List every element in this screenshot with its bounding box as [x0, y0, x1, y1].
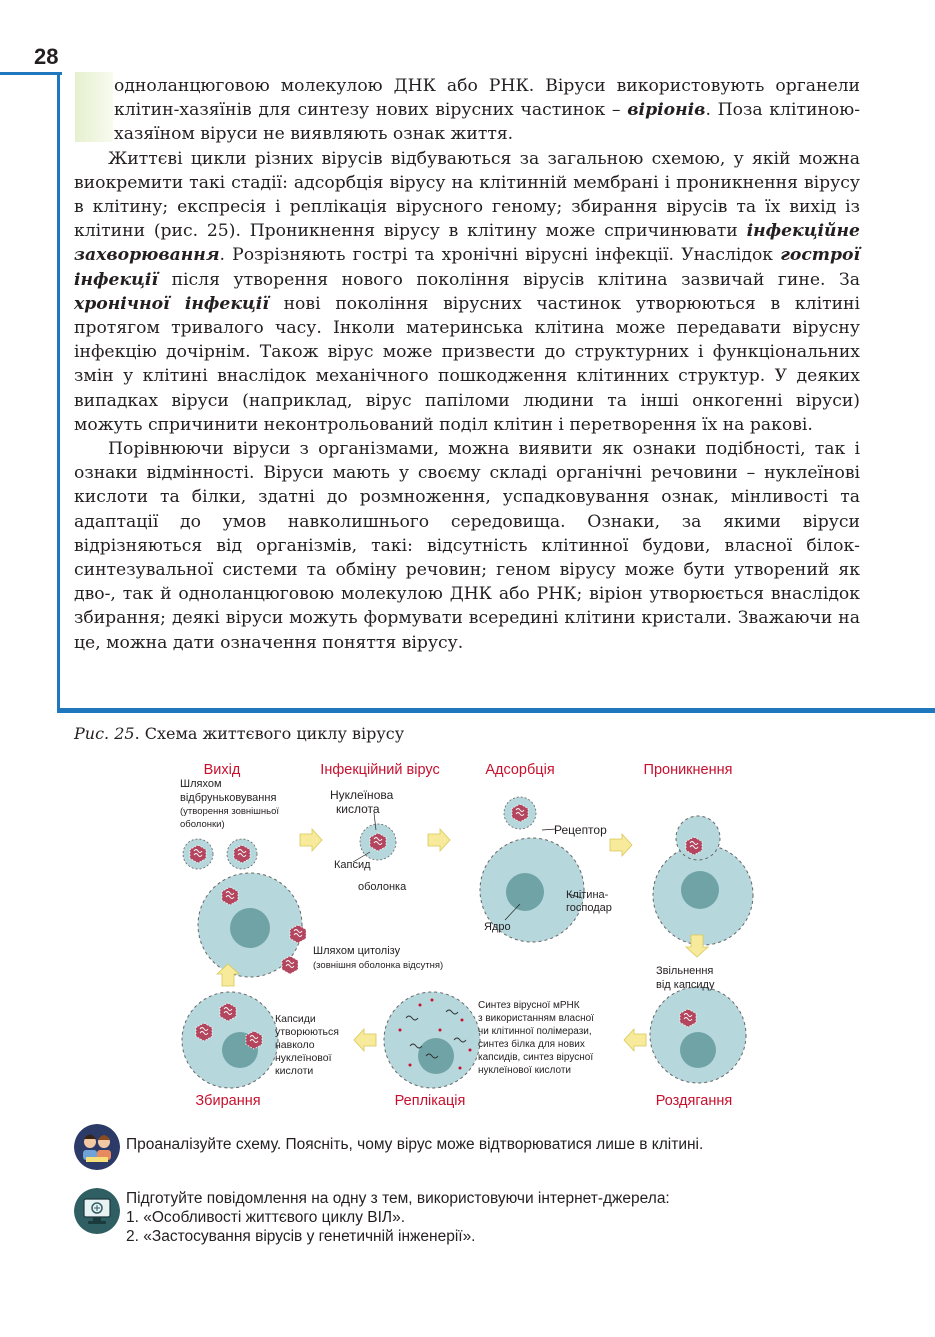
arrow-virus-to-adsorption	[428, 829, 450, 851]
title-uncoating: Роздягання	[655, 1093, 733, 1109]
exit-cell	[183, 839, 306, 977]
arrow-adsorption-to-penetration	[610, 834, 632, 856]
svg-text:Клітина-: Клітина-	[566, 889, 609, 901]
uncoating-cell	[650, 987, 746, 1083]
assembly-label	[275, 1013, 339, 1077]
svg-text:оболонка: оболонка	[358, 881, 407, 893]
frame-bottom-rule	[57, 708, 935, 713]
arrow-uncoating-to-replication	[624, 1029, 646, 1051]
synthesis-label	[478, 1000, 594, 1076]
title-exit: Вихід	[203, 762, 241, 778]
title-assembly: Збирання	[195, 1093, 261, 1109]
frame-left-rule	[57, 72, 60, 712]
title-penetration: Проникнення	[643, 762, 733, 778]
svg-text:господар: господар	[566, 902, 612, 914]
term-acute-infection: гострої інфекції	[74, 245, 860, 290]
discussion-icon	[74, 1124, 120, 1170]
task-report-text: Підготуйте повідомлення на одну з тем, використовуючи інтернет-джерела: 1. «Особливості життєвого циклу ВІЛ». 2. «Застосування вірусів у генетичній інженерії».	[126, 1190, 670, 1245]
task-analyze-text: Проаналізуйте схему. Поясніть, чому вірус може відтворюватися лише в клітині.	[126, 1136, 704, 1153]
term-virions: віріонів	[627, 100, 706, 121]
figure-caption: Рис. 25. Схема життєвого циклу вірусу	[74, 724, 405, 743]
arrow-replication-to-assembly	[354, 1029, 376, 1051]
svg-text:з використанням власної: з використанням власної	[478, 1013, 594, 1024]
term-chronic-infection: хронічної інфекції	[74, 293, 269, 314]
svg-text:нуклеїнової: нуклеїнової	[275, 1052, 332, 1064]
svg-text:Шляхом цитолізу: Шляхом цитолізу	[313, 945, 401, 957]
svg-text:Звільнення: Звільнення	[656, 965, 714, 977]
svg-text:Шляхом: Шляхом	[180, 778, 222, 790]
title-replication: Реплікація	[394, 1093, 466, 1109]
svg-text:нуклеїнової кислоти: нуклеїнової кислоти	[478, 1065, 572, 1076]
title-adsorption: Адсорбція	[485, 762, 555, 778]
svg-text:Капсид: Капсид	[334, 859, 371, 871]
paragraph-2: Життєві цикли різних вірусів відбуваються за загальною схемою, у якій можна виокремити такі стадії: адсорбція вірусу на клітинній мембрані і проникнення вірусу в клітину; експресія і реплікація вірусного геному; збирання вірусів та їх вихід із клітини (рис. 25). Проникнення вірусу в клітину може спричинювати інфекційне захворювання. Розрізняють гострі та хронічні вірусні інфекції. Унаслідок гострої інфекції після утворення нового покоління вірусів клітина зазвичай гине. За хронічної інфекції нові покоління вірусних частинок утворюються в клітині протягом тривалого часу. Інколи материнська клітина може передавати вірусну інфекцію дочірнім. Також вірус може призвести до структурних і функціональних змін у клітині внаслідок механічного пошкодження клітинних структур. У деяких випадках віруси (наприклад, вірус папіломи людини та інші онкогенні віруси) можуть спричинити неконтрольований поділ клітин і перетворення їх на ракові.	[74, 148, 860, 435]
svg-text:чи клітинної полімерази,: чи клітинної полімерази,	[478, 1026, 592, 1037]
penetration-cell	[653, 816, 753, 945]
svg-text:від капсиду: від капсиду	[656, 979, 715, 991]
assembly-cell	[182, 992, 278, 1088]
svg-text:Нуклеїнова: Нуклеїнова	[330, 788, 394, 802]
svg-text:утворюються: утворюються	[275, 1026, 339, 1038]
svg-text:навколо: навколо	[275, 1039, 315, 1051]
term-infectious-disease: інфекційне захворювання	[74, 221, 860, 266]
budding-label	[180, 778, 279, 830]
svg-text:(утворення зовнішньої: (утворення зовнішньої	[180, 806, 280, 817]
svg-text:синтез білка для нових: синтез білка для нових	[478, 1039, 585, 1050]
replication-cell	[384, 992, 480, 1088]
svg-text:Рецептор: Рецептор	[554, 823, 607, 837]
arrow-exit-to-virus	[300, 829, 322, 851]
body-text	[74, 74, 860, 655]
svg-text:відбруньковування: відбруньковування	[180, 792, 277, 804]
svg-text:кислоти: кислоти	[275, 1065, 314, 1077]
svg-text:Ядро: Ядро	[484, 921, 511, 933]
task-analyze	[74, 1124, 874, 1170]
paragraph-3: Порівнюючи віруси з організмами, можна виявити як ознаки подібності, так і ознаки відмінності. Віруси мають у своєму складі органічні речовини – нуклеїнові кислоти та білки, здатні до розмноження, успадковування ознак, мінливості та адаптації до умов навколишнього середовища. Ознаки, за якими віруси відрізняються від організмів, такі: відсутність клітинної будови, власної білок-синтезувальної системи та обміну речовин; геном вірусу може бути утворений як дво-, так й одноланцюговою молекулою ДНК або РНК; віріон утворюється внаслідок збирання; деякі віруси можуть формувати всередині клітини кристали. Зважаючи на це, можна дати означення поняття вірусу.	[74, 439, 860, 653]
uncoating-label	[656, 965, 715, 991]
svg-text:Синтез вірусної мРНК: Синтез вірусної мРНК	[478, 1000, 580, 1011]
title-infectious-virus: Інфекційний вірус	[320, 762, 440, 778]
svg-text:оболонки): оболонки)	[180, 819, 225, 830]
lysis-label	[313, 945, 443, 971]
svg-text:капсидів, синтез вірусної: капсидів, синтез вірусної	[478, 1052, 594, 1063]
paragraph-1: одноланцюговою молекулою ДНК або РНК. Віруси використовують органели клітин-хазяїнів для синтезу нових вірусних частинок – віріонів. Поза клітиною-хазяїном віруси не виявляють ознак життя.	[114, 76, 860, 145]
infectious-virus	[353, 813, 396, 862]
frame-top-rule	[0, 72, 62, 75]
svg-text:(зовнішня оболонка відсутня): (зовнішня оболонка відсутня)	[313, 960, 444, 971]
page-number: 28	[34, 44, 59, 69]
svg-text:Капсиди: Капсиди	[275, 1013, 316, 1025]
task-report	[74, 1188, 874, 1258]
svg-text:кислота: кислота	[336, 802, 380, 816]
virus-life-cycle-diagram	[170, 750, 770, 1120]
computer-icon	[74, 1188, 120, 1234]
